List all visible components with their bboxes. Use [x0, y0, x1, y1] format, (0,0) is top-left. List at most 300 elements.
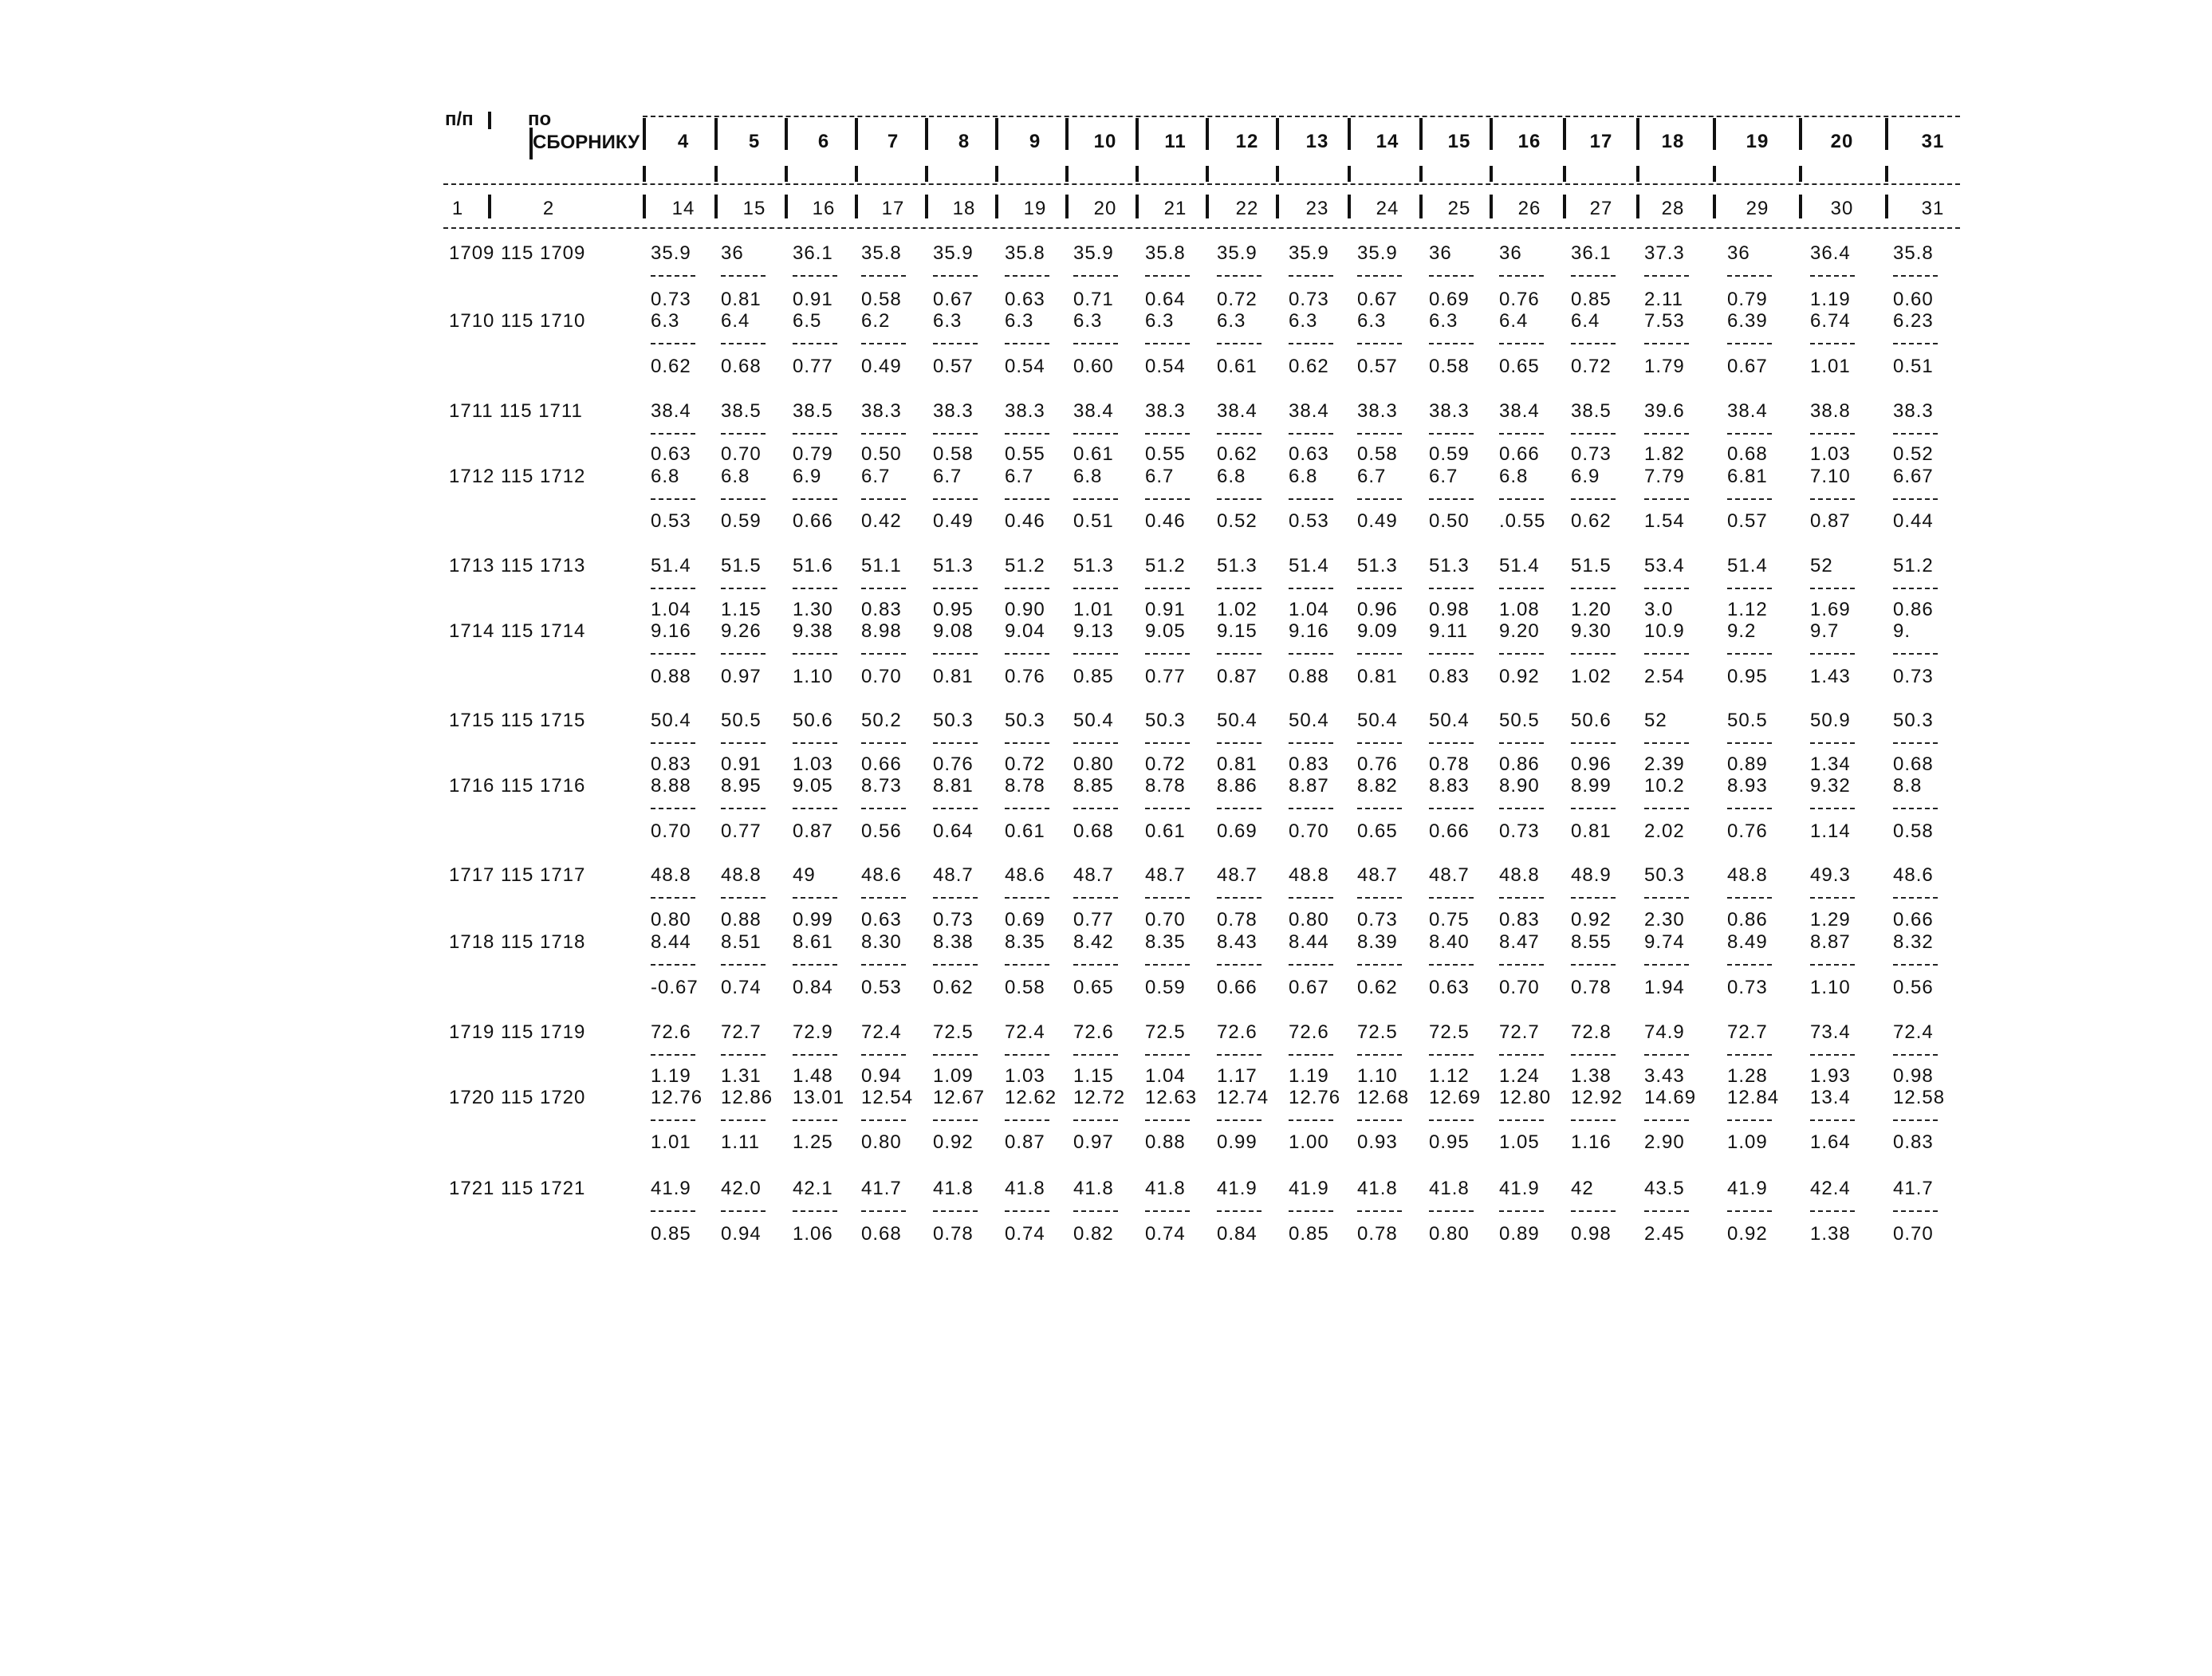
fraction-bar	[1073, 1054, 1118, 1056]
table-cell: 1.19	[1810, 289, 1851, 310]
table-cell: 48.9	[1571, 864, 1612, 886]
column-separator	[925, 166, 928, 182]
table-cell: 6.4	[1571, 310, 1600, 332]
table-cell: 0.73	[933, 909, 974, 930]
fraction-bar	[1005, 964, 1049, 966]
fraction-bar	[1073, 897, 1118, 899]
table-cell: 0.58	[1005, 977, 1045, 998]
column-separator	[1713, 195, 1716, 218]
table-cell: 0.88	[1289, 666, 1329, 687]
table-cell: 0.91	[721, 753, 762, 775]
table-cell: 0.73	[1289, 289, 1329, 310]
table-cell: 38.4	[1727, 400, 1768, 422]
table-cell: 9.11	[1429, 620, 1468, 642]
fraction-bar	[1289, 498, 1333, 500]
table-cell: 1.31	[721, 1065, 762, 1087]
table-cell: 35.8	[1145, 242, 1186, 264]
table-cell: 49.3	[1810, 864, 1851, 886]
table-cell: 0.65	[1073, 977, 1114, 998]
fraction-bar	[1571, 808, 1616, 809]
table-cell: 8.35	[1005, 931, 1045, 953]
column-separator	[1713, 118, 1716, 150]
table-cell: 6.8	[1499, 466, 1529, 487]
row-code: 1712 115 1712	[449, 466, 586, 487]
table-cell: 1.01	[1073, 599, 1114, 620]
fraction-bar	[1289, 1054, 1333, 1056]
table-cell: 12.76	[1289, 1087, 1341, 1108]
table-cell: 6.9	[793, 466, 822, 487]
table-cell: 0.44	[1893, 510, 1934, 532]
table-cell: 8.42	[1073, 931, 1114, 953]
fraction-bar	[1005, 808, 1049, 809]
table-cell: 0.78	[1217, 909, 1258, 930]
table-cell: 6.8	[721, 466, 750, 487]
column-separator	[714, 118, 718, 150]
table-cell: 0.58	[1893, 820, 1934, 842]
table-cell: 8.93	[1727, 775, 1768, 797]
table-cell: 51.2	[1893, 555, 1934, 576]
table-cell: 0.95	[1429, 1131, 1470, 1153]
table-cell: 38.3	[861, 400, 902, 422]
table-cell: 50.5	[721, 710, 762, 731]
table-cell: 7.79	[1644, 466, 1685, 487]
table-cell: 0.58	[933, 443, 974, 465]
table-cell: 38.3	[1357, 400, 1398, 422]
fraction-bar	[721, 1119, 766, 1121]
table-cell: 8.40	[1429, 931, 1470, 953]
table-cell: 36.4	[1810, 242, 1851, 264]
column-separator	[714, 166, 718, 182]
table-cell: 0.86	[1893, 599, 1934, 620]
table-cell: 0.80	[651, 909, 691, 930]
table-cell: 49	[793, 864, 816, 886]
fraction-bar	[1727, 433, 1772, 435]
fraction-bar	[933, 1119, 978, 1121]
table-cell: 0.51	[1893, 356, 1934, 377]
fraction-bar	[1289, 808, 1333, 809]
table-cell: 2.90	[1644, 1131, 1685, 1153]
table-cell: 72.5	[1429, 1021, 1470, 1043]
table-cell: 1.19	[651, 1065, 691, 1087]
fraction-bar	[1499, 1119, 1544, 1121]
table-cell: 2.54	[1644, 666, 1685, 687]
table-cell: 1.12	[1727, 599, 1768, 620]
table-cell: 0.53	[1289, 510, 1329, 532]
table-cell: 41.8	[933, 1178, 974, 1199]
table-cell: 0.75	[1429, 909, 1470, 930]
table-cell: 0.54	[1005, 356, 1045, 377]
table-cell: 9.09	[1357, 620, 1398, 642]
fraction-bar	[1571, 653, 1616, 655]
table-cell: 9.08	[933, 620, 974, 642]
fraction-bar	[1727, 498, 1772, 500]
table-cell: 48.6	[861, 864, 902, 886]
column-separator	[1065, 166, 1069, 182]
table-cell: 50.5	[1499, 710, 1540, 731]
table-cell: 0.82	[1073, 1223, 1114, 1245]
table-cell: 0.68	[1893, 753, 1934, 775]
table-cell: 51.5	[721, 555, 762, 576]
fraction-bar	[1289, 1119, 1333, 1121]
table-cell: 1.09	[1727, 1131, 1768, 1153]
fraction-bar	[1145, 653, 1190, 655]
table-cell: 0.80	[1289, 909, 1329, 930]
header-column-number: 12	[1235, 131, 1259, 152]
fraction-bar	[1357, 433, 1402, 435]
fraction-bar	[1810, 588, 1855, 589]
table-cell: 0.71	[1073, 289, 1114, 310]
table-cell: 2.30	[1644, 909, 1685, 930]
fraction-bar	[861, 275, 906, 277]
header-index-number: 28	[1661, 198, 1685, 219]
table-cell: 0.86	[1727, 909, 1768, 930]
fraction-bar	[1644, 897, 1689, 899]
table-cell: 0.85	[1571, 289, 1612, 310]
fraction-bar	[721, 653, 766, 655]
table-cell: 51.3	[1357, 555, 1398, 576]
table-cell: 0.69	[1217, 820, 1258, 842]
fraction-bar	[1571, 1054, 1616, 1056]
header-top-rule	[643, 116, 1960, 117]
fraction-bar	[1217, 897, 1261, 899]
table-cell: 1.54	[1644, 510, 1685, 532]
table-cell: 12.74	[1217, 1087, 1269, 1108]
table-cell: 38.4	[1289, 400, 1329, 422]
fraction-bar	[1005, 588, 1049, 589]
fraction-bar	[1289, 343, 1333, 344]
fraction-bar	[793, 897, 837, 899]
fraction-bar	[1073, 275, 1118, 277]
fraction-bar	[861, 1119, 906, 1121]
fraction-bar	[1145, 742, 1190, 744]
table-cell: 41.7	[1893, 1178, 1934, 1199]
fraction-bar	[793, 1119, 837, 1121]
fraction-bar	[933, 1054, 978, 1056]
fraction-bar	[1644, 742, 1689, 744]
table-cell: 0.92	[1571, 909, 1612, 930]
table-cell: 0.88	[651, 666, 691, 687]
fraction-bar	[861, 343, 906, 344]
table-cell: 6.3	[651, 310, 680, 332]
table-cell: 0.66	[1217, 977, 1258, 998]
column-separator	[855, 166, 858, 182]
table-cell: 1.03	[1005, 1065, 1045, 1087]
fraction-bar	[1005, 498, 1049, 500]
table-cell: 3.43	[1644, 1065, 1685, 1087]
fraction-bar	[1727, 588, 1772, 589]
fraction-bar	[1893, 742, 1938, 744]
table-cell: 1.12	[1429, 1065, 1470, 1087]
table-cell: 8.98	[861, 620, 902, 642]
table-cell: 72.4	[1005, 1021, 1045, 1043]
table-cell: 2.11	[1644, 289, 1683, 310]
table-cell: 0.60	[1073, 356, 1114, 377]
fraction-bar	[721, 964, 766, 966]
table-cell: 50.9	[1810, 710, 1851, 731]
table-cell: 50.6	[793, 710, 833, 731]
table-cell: 1.43	[1810, 666, 1851, 687]
table-cell: 6.8	[1217, 466, 1246, 487]
table-cell: 8.55	[1571, 931, 1612, 953]
table-cell: 8.81	[933, 775, 974, 797]
column-separator	[785, 118, 788, 150]
fraction-bar	[1429, 275, 1474, 277]
fraction-bar	[1893, 964, 1938, 966]
table-cell: 1.34	[1810, 753, 1851, 775]
fraction-bar	[1571, 588, 1616, 589]
table-cell: 41.9	[1217, 1178, 1258, 1199]
header-index-number: 21	[1163, 198, 1187, 219]
table-cell: 0.92	[1727, 1223, 1768, 1245]
fraction-bar	[1810, 343, 1855, 344]
table-cell: 12.80	[1499, 1087, 1552, 1108]
table-cell: 9.04	[1005, 620, 1045, 642]
header-index-number: 19	[1023, 198, 1047, 219]
table-cell: 72.6	[1289, 1021, 1329, 1043]
table-cell: 6.7	[1429, 466, 1458, 487]
column-separator	[1206, 118, 1209, 150]
fraction-bar	[793, 498, 837, 500]
table-cell: 35.9	[1217, 242, 1258, 264]
table-cell: 0.83	[651, 753, 691, 775]
table-cell: 51.3	[933, 555, 974, 576]
table-cell: 8.88	[651, 775, 691, 797]
fraction-bar	[1810, 964, 1855, 966]
table-cell: 0.42	[861, 510, 902, 532]
table-cell: 72.7	[1727, 1021, 1768, 1043]
table-cell: 0.81	[1217, 753, 1258, 775]
table-cell: 0.90	[1005, 599, 1045, 620]
fraction-bar	[793, 275, 837, 277]
column-separator	[995, 118, 998, 150]
table-cell: 0.87	[793, 820, 833, 842]
fraction-bar	[1073, 742, 1118, 744]
column-separator	[1276, 118, 1279, 150]
table-cell: 0.77	[721, 820, 762, 842]
table-cell: 12.62	[1005, 1087, 1057, 1108]
table-cell: 9.7	[1810, 620, 1840, 642]
table-cell: 0.73	[1727, 977, 1768, 998]
table-cell: 0.92	[933, 1131, 974, 1153]
table-cell: 10.9	[1644, 620, 1685, 642]
fraction-bar	[1571, 897, 1616, 899]
table-cell: 8.51	[721, 931, 762, 953]
column-separator	[1490, 118, 1493, 150]
table-cell: 0.86	[1499, 753, 1540, 775]
table-cell: 8.43	[1217, 931, 1258, 953]
fraction-bar	[1499, 433, 1544, 435]
table-cell: 72.7	[721, 1021, 762, 1043]
fraction-bar	[721, 498, 766, 500]
fraction-bar	[1005, 653, 1049, 655]
table-cell: 38.3	[1429, 400, 1470, 422]
table-cell: 0.59	[1145, 977, 1186, 998]
table-cell: 0.55	[1145, 443, 1186, 465]
table-cell: 36	[1499, 242, 1522, 264]
table-cell: 1.10	[793, 666, 833, 687]
table-cell: 0.72	[1571, 356, 1612, 377]
fraction-bar	[1289, 897, 1333, 899]
table-cell: 72.5	[1145, 1021, 1186, 1043]
fraction-bar	[721, 275, 766, 277]
table-cell: 1.19	[1289, 1065, 1329, 1087]
table-cell: 10.2	[1644, 775, 1685, 797]
column-separator	[855, 118, 858, 150]
table-cell: 1.15	[721, 599, 762, 620]
fraction-bar	[1571, 343, 1616, 344]
table-cell: 6.3	[1289, 310, 1318, 332]
table-cell: 48.8	[1289, 864, 1329, 886]
table-cell: 0.98	[1893, 1065, 1934, 1087]
table-cell: 0.74	[1145, 1223, 1186, 1245]
table-cell: 0.95	[1727, 666, 1768, 687]
table-cell: 1.28	[1727, 1065, 1768, 1087]
table-cell: 6.8	[1289, 466, 1318, 487]
table-cell: 48.7	[1145, 864, 1186, 886]
table-cell: 0.67	[933, 289, 974, 310]
fraction-bar	[793, 964, 837, 966]
fraction-bar	[1810, 433, 1855, 435]
fraction-bar	[651, 1210, 695, 1212]
header-col2-title-top: по	[528, 108, 552, 130]
fraction-bar	[1005, 1054, 1049, 1056]
table-cell: 0.99	[793, 909, 833, 930]
table-cell: 8.85	[1073, 775, 1114, 797]
table-cell: 53.4	[1644, 555, 1685, 576]
table-cell: 8.49	[1727, 931, 1768, 953]
fraction-bar	[793, 653, 837, 655]
fraction-bar	[1499, 498, 1544, 500]
table-cell: 1.11	[721, 1131, 760, 1153]
table-cell: 12.54	[861, 1087, 914, 1108]
table-cell: 0.70	[651, 820, 691, 842]
table-cell: 0.92	[1499, 666, 1540, 687]
table-cell: 72.4	[1893, 1021, 1934, 1043]
header-index-number: 25	[1447, 198, 1471, 219]
row-code: 1717 115 1717	[449, 864, 586, 886]
fraction-bar	[1893, 1054, 1938, 1056]
fraction-bar	[933, 498, 978, 500]
fraction-bar	[1357, 343, 1402, 344]
header-column-number: 4	[677, 131, 690, 152]
table-cell: 0.60	[1893, 289, 1934, 310]
fraction-bar	[1810, 808, 1855, 809]
table-cell: 6.3	[1217, 310, 1246, 332]
table-cell: 50.3	[1893, 710, 1934, 731]
table-cell: 1.17	[1217, 1065, 1258, 1087]
table-cell: 1.20	[1571, 599, 1612, 620]
table-cell: 72.9	[793, 1021, 833, 1043]
table-cell: 8.32	[1893, 931, 1934, 953]
table-cell: 1.82	[1644, 443, 1685, 465]
fraction-bar	[1217, 498, 1261, 500]
column-separator	[1348, 166, 1351, 182]
fraction-bar	[1145, 1210, 1190, 1212]
fraction-bar	[861, 742, 906, 744]
table-cell: 36	[1727, 242, 1750, 264]
fraction-bar	[1289, 588, 1333, 589]
fraction-bar	[1357, 588, 1402, 589]
table-cell: 0.96	[1357, 599, 1398, 620]
fraction-bar	[1357, 275, 1402, 277]
table-cell: 0.65	[1357, 820, 1398, 842]
table-cell: 0.62	[933, 977, 974, 998]
fraction-bar	[1429, 897, 1474, 899]
fraction-bar	[721, 433, 766, 435]
fraction-bar	[1644, 588, 1689, 589]
column-separator	[643, 166, 646, 182]
table-cell: 0.79	[793, 443, 833, 465]
table-cell: 8.61	[793, 931, 833, 953]
table-cell: 8.87	[1810, 931, 1851, 953]
fraction-bar	[1073, 343, 1118, 344]
table-cell: 6.67	[1893, 466, 1934, 487]
header-index-number: 29	[1746, 198, 1769, 219]
header-column-number: 13	[1305, 131, 1329, 152]
table-cell: 7.53	[1644, 310, 1685, 332]
table-cell: 35.9	[1073, 242, 1114, 264]
table-cell: 0.50	[1429, 510, 1470, 532]
column-separator	[995, 166, 998, 182]
table-cell: 0.78	[933, 1223, 974, 1245]
table-cell: 0.63	[651, 443, 691, 465]
fraction-bar	[1499, 1054, 1544, 1056]
fraction-bar	[861, 588, 906, 589]
table-cell: 51.4	[651, 555, 691, 576]
table-cell: 72.6	[1073, 1021, 1114, 1043]
table-cell: 0.95	[933, 599, 974, 620]
fraction-bar	[1005, 343, 1049, 344]
table-cell: 0.70	[1499, 977, 1540, 998]
table-cell: 0.79	[1727, 289, 1768, 310]
fraction-bar	[1893, 343, 1938, 344]
fraction-bar	[1571, 1210, 1616, 1212]
fraction-bar	[1893, 275, 1938, 277]
table-cell: 0.70	[1893, 1223, 1934, 1245]
table-cell: 0.68	[1727, 443, 1768, 465]
column-separator	[714, 195, 718, 218]
table-cell: 0.67	[1289, 977, 1329, 998]
fraction-bar	[1429, 343, 1474, 344]
table-cell: 35.9	[1289, 242, 1329, 264]
table-cell: 6.23	[1893, 310, 1934, 332]
table-cell: 0.83	[1289, 753, 1329, 775]
table-cell: 0.77	[1145, 666, 1186, 687]
fraction-bar	[1357, 498, 1402, 500]
table-cell: 72.6	[1217, 1021, 1258, 1043]
fraction-bar	[1499, 897, 1544, 899]
fraction-bar	[933, 343, 978, 344]
table-cell: 1.04	[1289, 599, 1329, 620]
column-separator	[1885, 166, 1888, 182]
fraction-bar	[1571, 498, 1616, 500]
fraction-bar	[721, 343, 766, 344]
table-cell: 6.5	[793, 310, 822, 332]
table-cell: 41.9	[1727, 1178, 1768, 1199]
fraction-bar	[793, 1054, 837, 1056]
fraction-bar	[1289, 433, 1333, 435]
fraction-bar	[1429, 653, 1474, 655]
table-cell: 41.9	[1289, 1178, 1329, 1199]
table-cell: 1.16	[1571, 1131, 1612, 1153]
header-column-number: 6	[817, 131, 830, 152]
fraction-bar	[1893, 653, 1938, 655]
fraction-bar	[1289, 742, 1333, 744]
header-bottom-rule	[443, 227, 1960, 229]
table-cell: 1.94	[1644, 977, 1685, 998]
table-cell: 0.91	[1145, 599, 1186, 620]
table-cell: 0.78	[1429, 753, 1470, 775]
